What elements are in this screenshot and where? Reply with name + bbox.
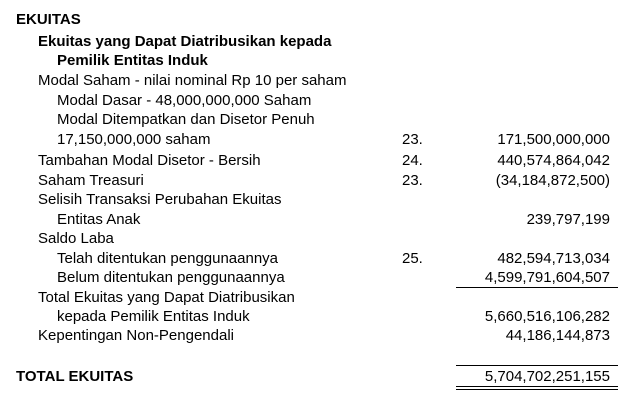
row-label: Total Ekuitas yang Dapat Diatribusikan (38, 289, 295, 306)
statement-row (0, 210, 631, 230)
row-label: 17,150,000,000 saham (57, 131, 211, 148)
row-note: 24. (402, 152, 423, 169)
total-double-rule-1 (456, 386, 618, 387)
statement-row (0, 229, 631, 249)
statement-row (0, 151, 631, 171)
row-label: Saldo Laba (38, 230, 114, 247)
row-amount: 239,797,199 (526, 211, 610, 228)
statement-row (0, 268, 631, 288)
row-note: 23. (402, 131, 423, 148)
section-heading: EKUITAS (16, 11, 81, 28)
row-label: Modal Saham - nilai nominal Rp 10 per saham (38, 72, 347, 89)
row-amount: 4,599,791,604,507 (484, 269, 610, 286)
statement-row (0, 171, 631, 191)
row-amount: 482,594,713,034 (497, 250, 610, 267)
statement-row (0, 190, 631, 210)
statement-row (0, 32, 631, 52)
statement-row (0, 110, 631, 130)
row-label: Entitas Anak (57, 211, 141, 228)
row-label: Telah ditentukan penggunaannya (57, 250, 279, 267)
statement-row (0, 51, 631, 71)
row-amount: 44,186,144,873 (505, 327, 610, 344)
total-top-rule (456, 365, 618, 366)
statement-row (0, 307, 631, 327)
total-row (0, 367, 631, 387)
row-label: Modal Ditempatkan dan Disetor Penuh (57, 111, 315, 128)
row-label: Ekuitas yang Dapat Diatribusikan kepada (38, 33, 332, 50)
row-label: Saham Treasuri (38, 172, 144, 189)
row-label: Pemilik Entitas Induk (57, 52, 208, 69)
statement-row (0, 71, 631, 91)
row-label: Tambahan Modal Disetor - Bersih (38, 152, 261, 169)
statement-row (0, 91, 631, 111)
statement-row (0, 130, 631, 150)
row-amount: 171,500,000,000 (497, 131, 610, 148)
row-label: Belum ditentukan penggunaannya (57, 269, 285, 286)
row-label: Kepentingan Non-Pengendali (38, 327, 234, 344)
statement-row (0, 288, 631, 308)
statement-row (0, 326, 631, 346)
row-note: 23. (402, 172, 423, 189)
row-amount: 5,660,516,106,282 (484, 308, 610, 325)
total-label: TOTAL EKUITAS (16, 368, 134, 385)
row-note: 25. (402, 250, 423, 267)
row-label: Modal Dasar - 48,000,000,000 Saham (57, 92, 312, 109)
row-label: kepada Pemilik Entitas Induk (57, 308, 250, 325)
total-double-rule-2 (456, 389, 618, 390)
statement-row (0, 249, 631, 269)
row-amount: 440,574,864,042 (497, 152, 610, 169)
section-heading-row (0, 10, 631, 30)
total-amount: 5,704,702,251,155 (484, 368, 610, 385)
row-amount: (34,184,872,500) (495, 172, 610, 189)
row-label: Selisih Transaksi Perubahan Ekuitas (38, 191, 282, 208)
